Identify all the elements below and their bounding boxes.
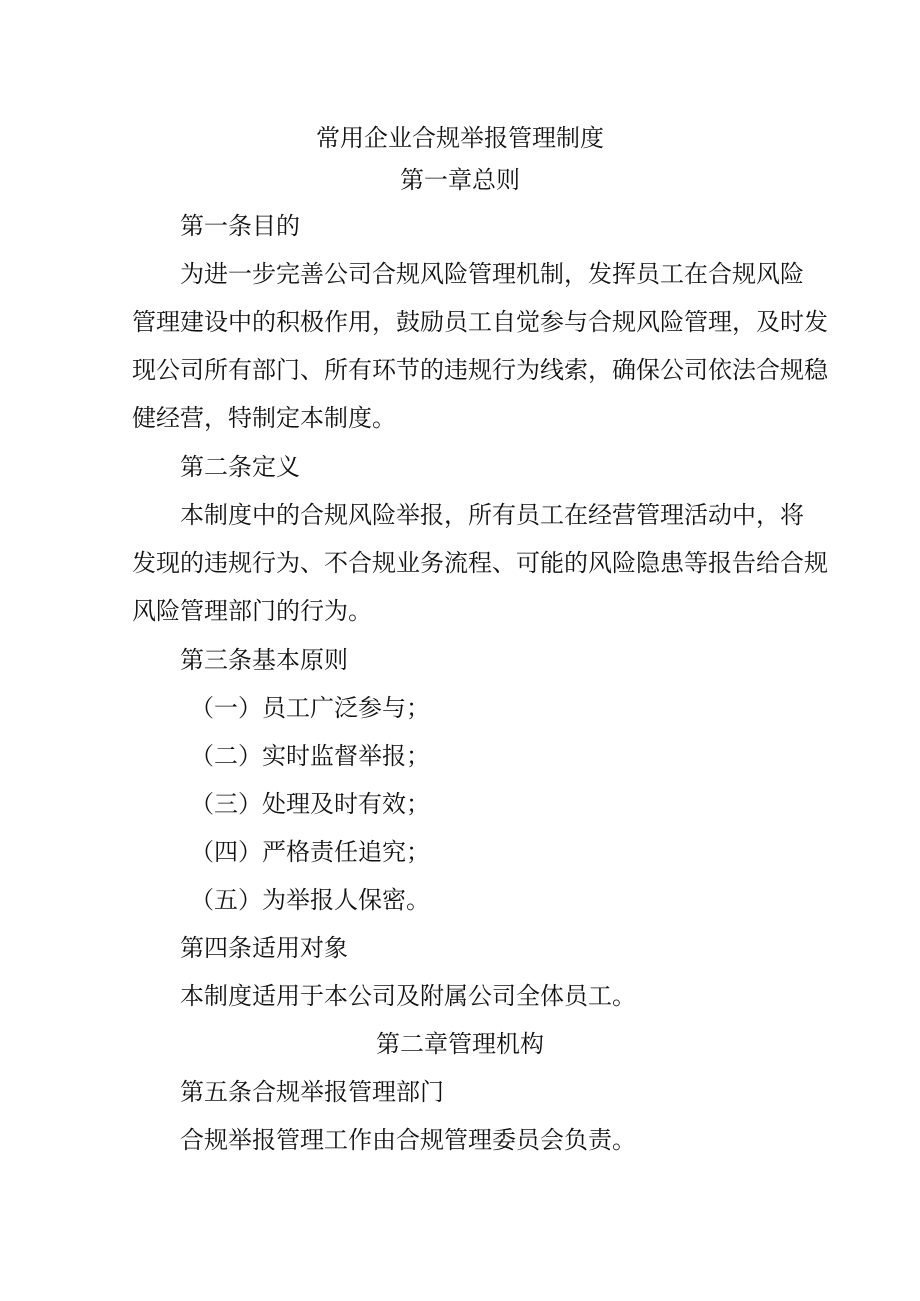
article-3-heading: 第三条基本原则 bbox=[180, 646, 348, 674]
principle-item: （一）员工广泛参与； bbox=[190, 694, 430, 722]
chapter-2-heading: 第二章管理机构 bbox=[376, 1030, 544, 1058]
principle-item: （三）处理及时有效； bbox=[190, 790, 430, 818]
article-4-text: 本制度适用于本公司及附属公司全体员工。 bbox=[180, 982, 636, 1010]
article-2-heading: 第二条定义 bbox=[180, 453, 300, 481]
article-5-text: 合规举报管理工作由合规管理委员会负责。 bbox=[180, 1126, 636, 1154]
article-1-line-3: 现公司所有部门、所有环节的违规行为线索，确保公司依法合规稳 bbox=[132, 356, 828, 384]
article-2-line-1: 本制度中的合规风险举报，所有员工在经营管理活动中，将 bbox=[180, 501, 804, 529]
article-2-line-3: 风险管理部门的行为。 bbox=[132, 597, 372, 625]
article-1-line-4: 健经营，特制定本制度。 bbox=[132, 404, 396, 432]
principle-item: （二）实时监督举报； bbox=[190, 742, 430, 770]
document-title: 常用企业合规举报管理制度 bbox=[316, 124, 604, 152]
article-5-heading: 第五条合规举报管理部门 bbox=[180, 1078, 444, 1106]
article-1-heading: 第一条目的 bbox=[180, 212, 300, 240]
article-2-line-2: 发现的违规行为、不合规业务流程、可能的风险隐患等报告给合规 bbox=[132, 549, 828, 577]
chapter-1-heading: 第一章总则 bbox=[400, 166, 520, 194]
article-1-line-1: 为进一步完善公司合规风险管理机制，发挥员工在合规风险 bbox=[180, 260, 804, 288]
principle-item: （五）为举报人保密。 bbox=[190, 886, 430, 914]
principle-item: （四）严格责任追究； bbox=[190, 838, 430, 866]
article-4-heading: 第四条适用对象 bbox=[180, 934, 348, 962]
article-1-line-2: 管理建设中的积极作用，鼓励员工自觉参与合规风险管理，及时发 bbox=[132, 308, 828, 336]
